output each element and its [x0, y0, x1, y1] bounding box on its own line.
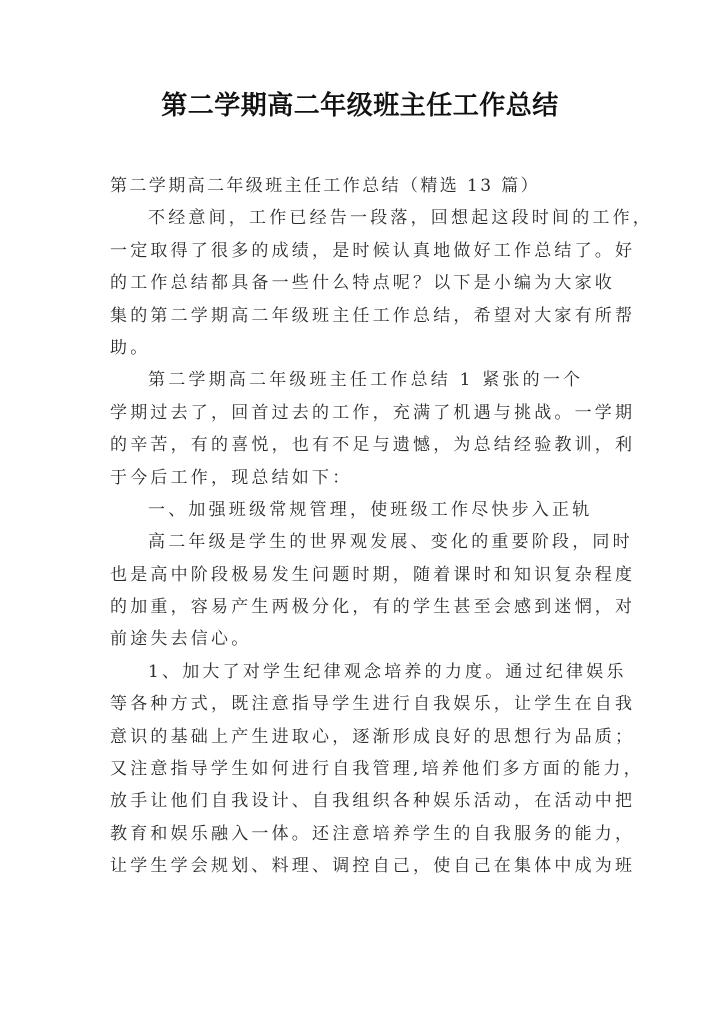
- paragraph-line: 也是高中阶段极易发生问题时期，随着课时和知识复杂程度: [110, 564, 636, 585]
- paragraph-line: 一定取得了很多的成绩，是时候认真地做好工作总结了。好: [110, 240, 636, 261]
- paragraph-line: 前途失去信心。: [110, 629, 252, 650]
- paragraph-line: 的辛苦，有的喜悦，也有不足与遗憾，为总结经验教训，利: [110, 435, 636, 456]
- paragraph-line: 高二年级是学生的世界观发展、变化的重要阶段，同时: [148, 532, 633, 553]
- paragraph-line: 的工作总结都具备一些什么特点呢？以下是小编为大家收: [110, 273, 615, 294]
- document-body: [110, 170, 653, 883]
- paragraph-line: 助。: [110, 337, 151, 358]
- paragraph-line: 集的第二学期高二年级班主任工作总结，希望对大家有所帮: [110, 305, 636, 326]
- paragraph-line: 学期过去了，回首过去的工作，充满了机遇与挑战。一学期: [110, 402, 636, 423]
- paragraph-line: 让学生学会规划、料理、调控自己，使自己在集体中成为班: [110, 856, 636, 877]
- document-title: 第二学期高二年级班主任工作总结: [161, 91, 559, 121]
- paragraph-line: 意识的基础上产生进取心，逐渐形成良好的思想行为品质；: [110, 726, 636, 747]
- paragraph-line: 的加重，容易产生两极分化，有的学生甚至会感到迷惘，对: [110, 597, 636, 618]
- paragraph-line: 于今后工作，现总结如下：: [110, 467, 353, 488]
- subheading-line: 一、加强班级常规管理，使班级工作尽快步入正轨: [148, 499, 593, 520]
- paragraph-line: 教育和娱乐融入一体。还注意培养学生的自我服务的能力，: [110, 823, 636, 844]
- document-subtitle: 第二学期高二年级班主任工作总结（精选 13 篇）: [110, 176, 541, 196]
- paragraph-line: 放手让他们自我设计、自我组织各种娱乐活动，在活动中把: [110, 791, 636, 812]
- paragraph-line: 不经意间，工作已经告一段落，回想起这段时间的工作，: [148, 208, 653, 229]
- section-heading-line: 第二学期高二年级班主任工作总结 1 紧张的一个: [148, 370, 584, 391]
- paragraph-line: 等各种方式，既注意指导学生进行自我娱乐，让学生在自我: [110, 694, 636, 715]
- list-item-line: 1、加大了对学生纪律观念培养的力度。通过纪律娱乐: [148, 661, 627, 682]
- paragraph-line: 又注意指导学生如何进行自我管理,培养他们多方面的能力，: [110, 759, 644, 780]
